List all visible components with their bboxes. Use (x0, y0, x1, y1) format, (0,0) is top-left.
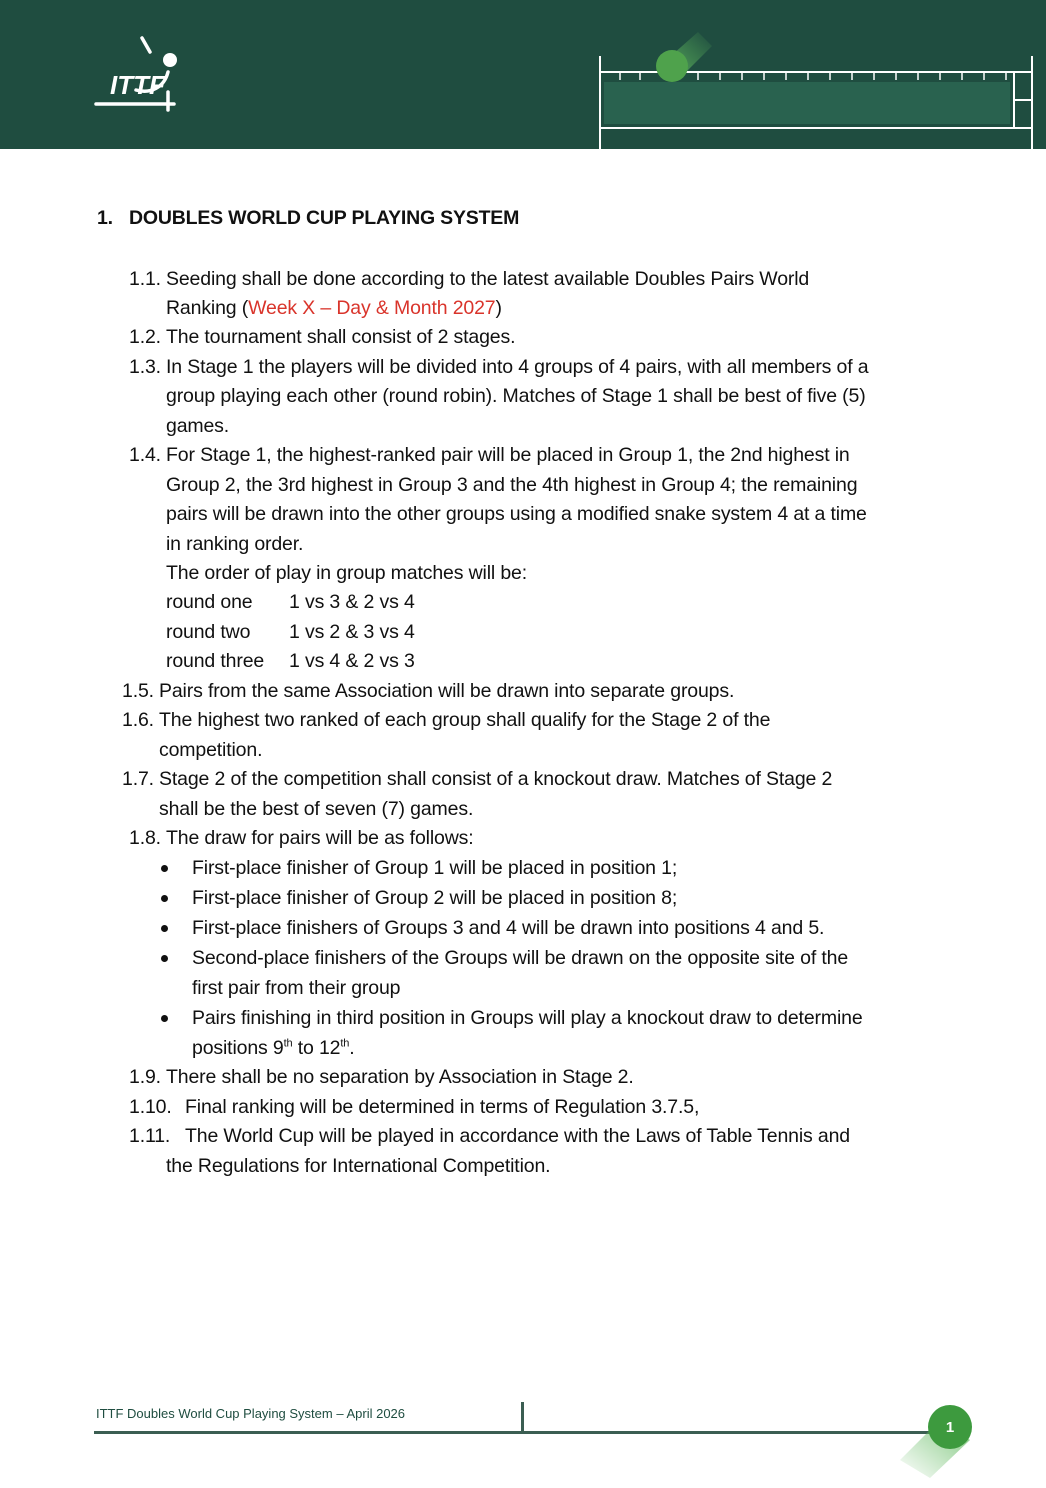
logo-text: ITTF (110, 70, 165, 100)
item-text: games. (166, 415, 230, 437)
bullet-icon (161, 865, 168, 872)
item-number: 1.11. (129, 1125, 171, 1147)
item-number: 1.7. (122, 768, 154, 790)
item-text: competition. (159, 739, 263, 761)
bullet-text: First-place finisher of Group 1 will be placed in position 1; (192, 857, 678, 879)
section-heading: 1. DOUBLES WORLD CUP PLAYING SYSTEM (97, 207, 520, 229)
item-text: For Stage 1, the highest-ranked pair will be placed in Group 1, the 2nd highest in (166, 444, 850, 466)
item-text: The highest two ranked of each group shall qualify for the Stage 2 of the (159, 709, 771, 731)
round-row: round two 1 vs 2 & 3 vs 4 (166, 621, 415, 643)
item-number: 1.4. (129, 444, 161, 466)
item-number: 1.2. (129, 326, 161, 348)
bullet-icon (161, 1015, 168, 1022)
bullet-icon (161, 955, 168, 962)
bullet-text: positions 9th to 12th. (192, 1037, 355, 1059)
bullet-text: first pair from their group (192, 977, 401, 999)
item-number: 1.8. (129, 827, 161, 849)
item-number: 1.9. (129, 1066, 161, 1088)
item-text: Ranking (Week X – Day & Month 2027) (166, 297, 502, 319)
item-text: Pairs from the same Association will be drawn into separate groups. (159, 680, 735, 702)
bullet-text: First-place finishers of Groups 3 and 4 will be drawn into positions 4 and 5. (192, 917, 825, 939)
bullet-text: Second-place finishers of the Groups will be drawn on the opposite site of the (192, 947, 849, 969)
item-text: Final ranking will be determined in terms of Regulation 3.7.5, (185, 1096, 700, 1118)
item-number: 1.10. (129, 1096, 172, 1118)
bullet-text: First-place finisher of Group 2 will be placed in position 8; (192, 887, 678, 909)
round-row: round one 1 vs 3 & 2 vs 4 (166, 591, 415, 613)
item-number: 1.1. (129, 268, 161, 290)
item-text: group playing each other (round robin). Matches of Stage 1 shall be best of five (5) (166, 385, 866, 407)
item-text: the Regulations for International Competition. (166, 1155, 551, 1177)
item-text: The order of play in group matches will be: (166, 562, 527, 584)
footer-rule (94, 1431, 940, 1434)
page-header (0, 0, 1046, 149)
item-text: The draw for pairs will be as follows: (166, 827, 474, 849)
item-text: shall be the best of seven (7) games. (159, 798, 474, 820)
ranking-date-placeholder: Week X – Day & Month 2027 (248, 297, 496, 319)
bullet-icon (161, 925, 168, 932)
item-text: in ranking order. (166, 533, 304, 555)
bullet-text: Pairs finishing in third position in Groups will play a knockout draw to determine (192, 1007, 863, 1029)
item-text: There shall be no separation by Association in Stage 2. (166, 1066, 634, 1088)
item-text: Seeding shall be done according to the latest available Doubles Pairs World (166, 268, 810, 290)
item-text: Stage 2 of the competition shall consist of a knockout draw. Matches of Stage 2 (159, 768, 833, 790)
footer-divider (521, 1402, 524, 1432)
item-text: Group 2, the 3rd highest in Group 3 and the 4th highest in Group 4; the remaining (166, 474, 858, 496)
table-tennis-table-graphic (590, 20, 1046, 149)
bullet-icon (161, 895, 168, 902)
footer-text: ITTF Doubles World Cup Playing System – April 2026 (96, 1406, 406, 1421)
round-row: round three 1 vs 4 & 2 vs 3 (166, 650, 415, 672)
item-number: 1.6. (122, 709, 154, 731)
item-text: The tournament shall consist of 2 stages. (166, 326, 516, 348)
page-number-badge: 1 (928, 1405, 972, 1449)
item-number: 1.5. (122, 680, 154, 702)
item-text: pairs will be drawn into the other groups using a modified snake system 4 at a time (166, 503, 867, 525)
item-text: In Stage 1 the players will be divided into 4 groups of 4 pairs, with all members of a (166, 356, 869, 378)
item-text: The World Cup will be played in accordance with the Laws of Table Tennis and (185, 1125, 850, 1147)
item-number: 1.3. (129, 356, 161, 378)
ittf-logo (92, 32, 184, 114)
